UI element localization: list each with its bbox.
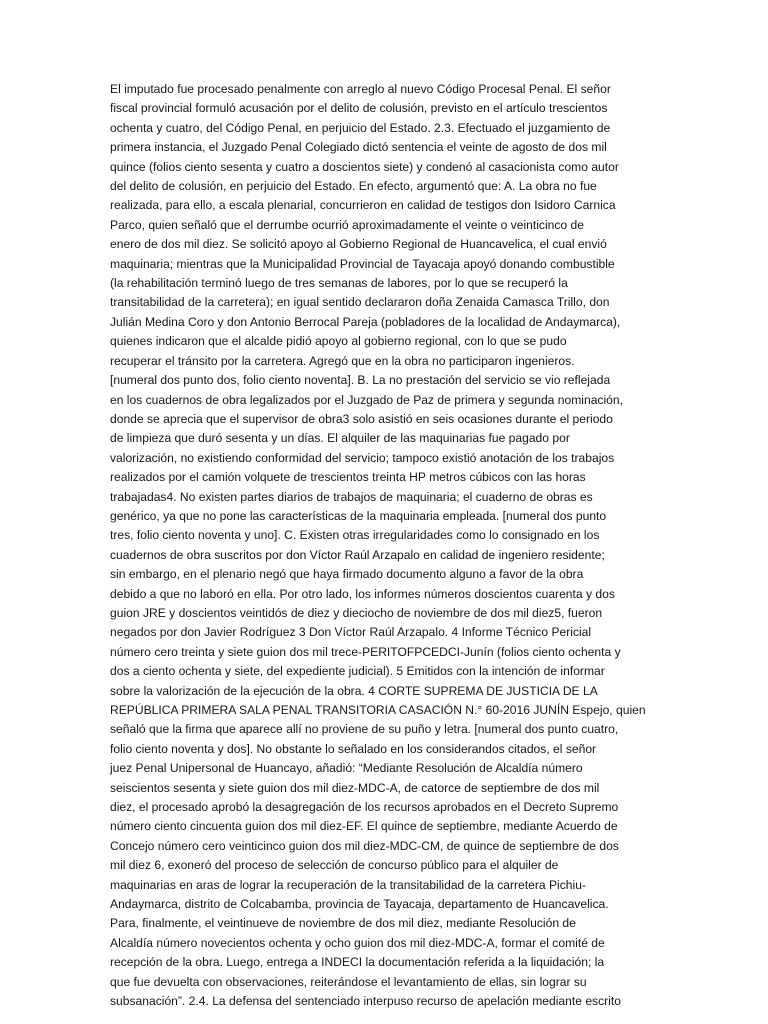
- text-line: debido a que no laboró en ella. Por otro lado, los informes números doscientos cuarenta y dos: [110, 586, 615, 601]
- text-line: guion JRE y doscientos veintidós de diez y dieciocho de noviembre de dos mil diez5, fueron: [110, 605, 603, 620]
- text-line: quienes indicaron que el alcalde pidió apoyo al gobierno regional, con lo que se pudo: [110, 334, 567, 349]
- text-line: valorización, no existiendo conformidad del servicio; tampoco existió anotación de los trabajos: [110, 450, 615, 465]
- text-line: enero de dos mil diez. Se solicitó apoyo al Gobierno Regional de Huancavelica, el cual envió: [110, 237, 607, 252]
- text-line: Parco, quien señaló que el derrumbe ocurrió aproximadamente el veinte o veinticinco de: [110, 217, 584, 232]
- text-line: realizada, para ello, a escala plenarial, concurrieron en calidad de testigos don Isidoro Carnica: [110, 198, 616, 213]
- text-line: quince (folios ciento sesenta y cuatro a doscientos siete) y condenó al casacionista como autor: [110, 159, 619, 174]
- text-line: de limpieza que duró sesenta y un días. El alquiler de las maquinarias fue pagado por: [110, 431, 570, 446]
- text-line: sobre la valorización de la ejecución de la obra. 4 CORTE SUPREMA DE JUSTICIA DE LA: [110, 683, 598, 698]
- body-paragraph: [110, 80, 658, 1012]
- text-line: El imputado fue procesado penalmente con arreglo al nuevo Código Procesal Penal. El señor: [110, 82, 611, 96]
- text-line: recuperar el tránsito por la carretera. Agregó que en la obra no participaron ingenieros.: [110, 353, 575, 368]
- text-line: del delito de colusión, en perjuicio del Estado. En efecto, argumentó que: A. La obra no fue: [110, 179, 597, 194]
- text-line: seiscientos sesenta y siete guion dos mil diez-MDC-A, de catorce de septiembre de dos mil: [110, 780, 600, 795]
- text-line: juez Penal Unipersonal de Huancayo, añadió: “Mediante Resolución de Alcaldía número: [110, 761, 583, 776]
- text-line: [numeral dos punto dos, folio ciento noventa]. B. La no prestación del servicio se vio reflejada: [110, 373, 611, 388]
- text-line: donde se aprecia que el supervisor de obra3 solo asistió en seis ocasiones durante el periodo: [110, 411, 613, 426]
- text-line: maquinaria; mientras que la Municipalidad Provincial de Tayacaja apoyó donando combustible: [110, 256, 615, 271]
- text-line: transitabilidad de la carretera); en igual sentido declararon doña Zenaida Camasca Trillo, don: [110, 295, 610, 310]
- text-line: dos a ciento ochenta y siete, del expediente judicial). 5 Emitidos con la intención de informar: [110, 664, 605, 679]
- text-line: en los cuadernos de obra legalizados por el Juzgado de Paz de primera y segunda nominación,: [110, 392, 623, 407]
- text-line: sin embargo, en el plenario negó que haya firmado documento alguno a favor de la obra: [110, 567, 584, 582]
- text-line: recepción de la obra. Luego, entrega a INDECI la documentación referida a la liquidación; la: [110, 955, 605, 970]
- text-line: número cero treinta y siete guion dos mil trece-PERITOFPCEDCI-Junín (folios ciento ochenta y: [110, 644, 621, 659]
- text-line: Para, finalmente, el veintinueve de noviembre de dos mil diez, mediante Resolución de: [110, 916, 576, 931]
- text-line: Alcaldía número novecientos ochenta y ocho guion dos mil diez-MDC-A, formar el comité de: [110, 935, 605, 950]
- text-line: (la rehabilitación terminó luego de tres semanas de labores, por lo que se recuperó la: [110, 276, 568, 291]
- text-line: número ciento cincuenta guion dos mil diez-EF. El quince de septiembre, mediante Acuerdo de: [110, 819, 618, 834]
- text-line: que fue devuelta con observaciones, reiterándose el levantamiento de ellas, sin lograr su: [110, 974, 587, 989]
- text-line: trabajadas4. No existen partes diarios de trabajos de maquinaria; el cuaderno de obras es: [110, 489, 593, 504]
- text-line: tres, folio ciento noventa y uno]. C. Existen otras irregularidades como lo consignado en los: [110, 528, 600, 543]
- text-line: Concejo número cero veinticinco guion dos mil diez-MDC-CM, de quince de septiembre de dos: [110, 838, 619, 853]
- text-line: Andaymarca, distrito de Colcabamba, provincia de Tayacaja, departamento de Huancavelica.: [110, 897, 609, 912]
- text-line: REPÚBLICA PRIMERA SALA PENAL TRANSITORIA CASACIÓN N.° 60-2016 JUNÍN Espejo, quien: [110, 703, 646, 717]
- text-line: fiscal provincial formuló acusación por el delito de colusión, previsto en el artículo trescientos: [110, 101, 608, 116]
- text-line: subsanación”. 2.4. La defensa del sentenciado interpuso recurso de apelación mediante escrito: [110, 994, 621, 1009]
- text-line: maquinarias en aras de lograr la recuperación de la transitabilidad de la carretera Pichiu-: [110, 877, 586, 892]
- text-line: diez, el procesado aprobó la desagregación de los recursos aprobados en el Decreto Supremo: [110, 800, 619, 815]
- text-line: cuadernos de obra suscritos por don Víctor Raúl Arzapalo en calidad de ingeniero residente;: [110, 547, 605, 562]
- text-line: mil diez 6, exoneró del proceso de selección de concurso público para el alquiler de: [110, 858, 559, 873]
- text-line: Julián Medina Coro y don Antonio Berrocal Pareja (pobladores de la localidad de Andaymarca),: [110, 314, 621, 329]
- text-line: primera instancia, el Juzgado Penal Colegiado dictó sentencia el veinte de agosto de dos mil: [110, 140, 607, 155]
- text-line: negados por don Javier Rodríguez 3 Don Víctor Raúl Arzapalo. 4 Informe Técnico Pericial: [110, 625, 592, 640]
- text-line: folio ciento noventa y dos]. No obstante lo señalado en los considerandos citados, el señor: [110, 741, 597, 756]
- text-line: ochenta y cuatro, del Código Penal, en perjuicio del Estado. 2.3. Efectuado el juzgamiento de: [110, 120, 611, 135]
- text-line: genérico, ya que no pone las características de la maquinaria empleada. [numeral dos punto: [110, 508, 607, 523]
- text-line: realizados por el camión volquete de trescientos treinta HP metros cúbicos con las horas: [110, 470, 586, 485]
- text-line: señaló que la firma que aparece allí no proviene de su puño y letra. [numeral dos punto cuatro,: [110, 722, 619, 737]
